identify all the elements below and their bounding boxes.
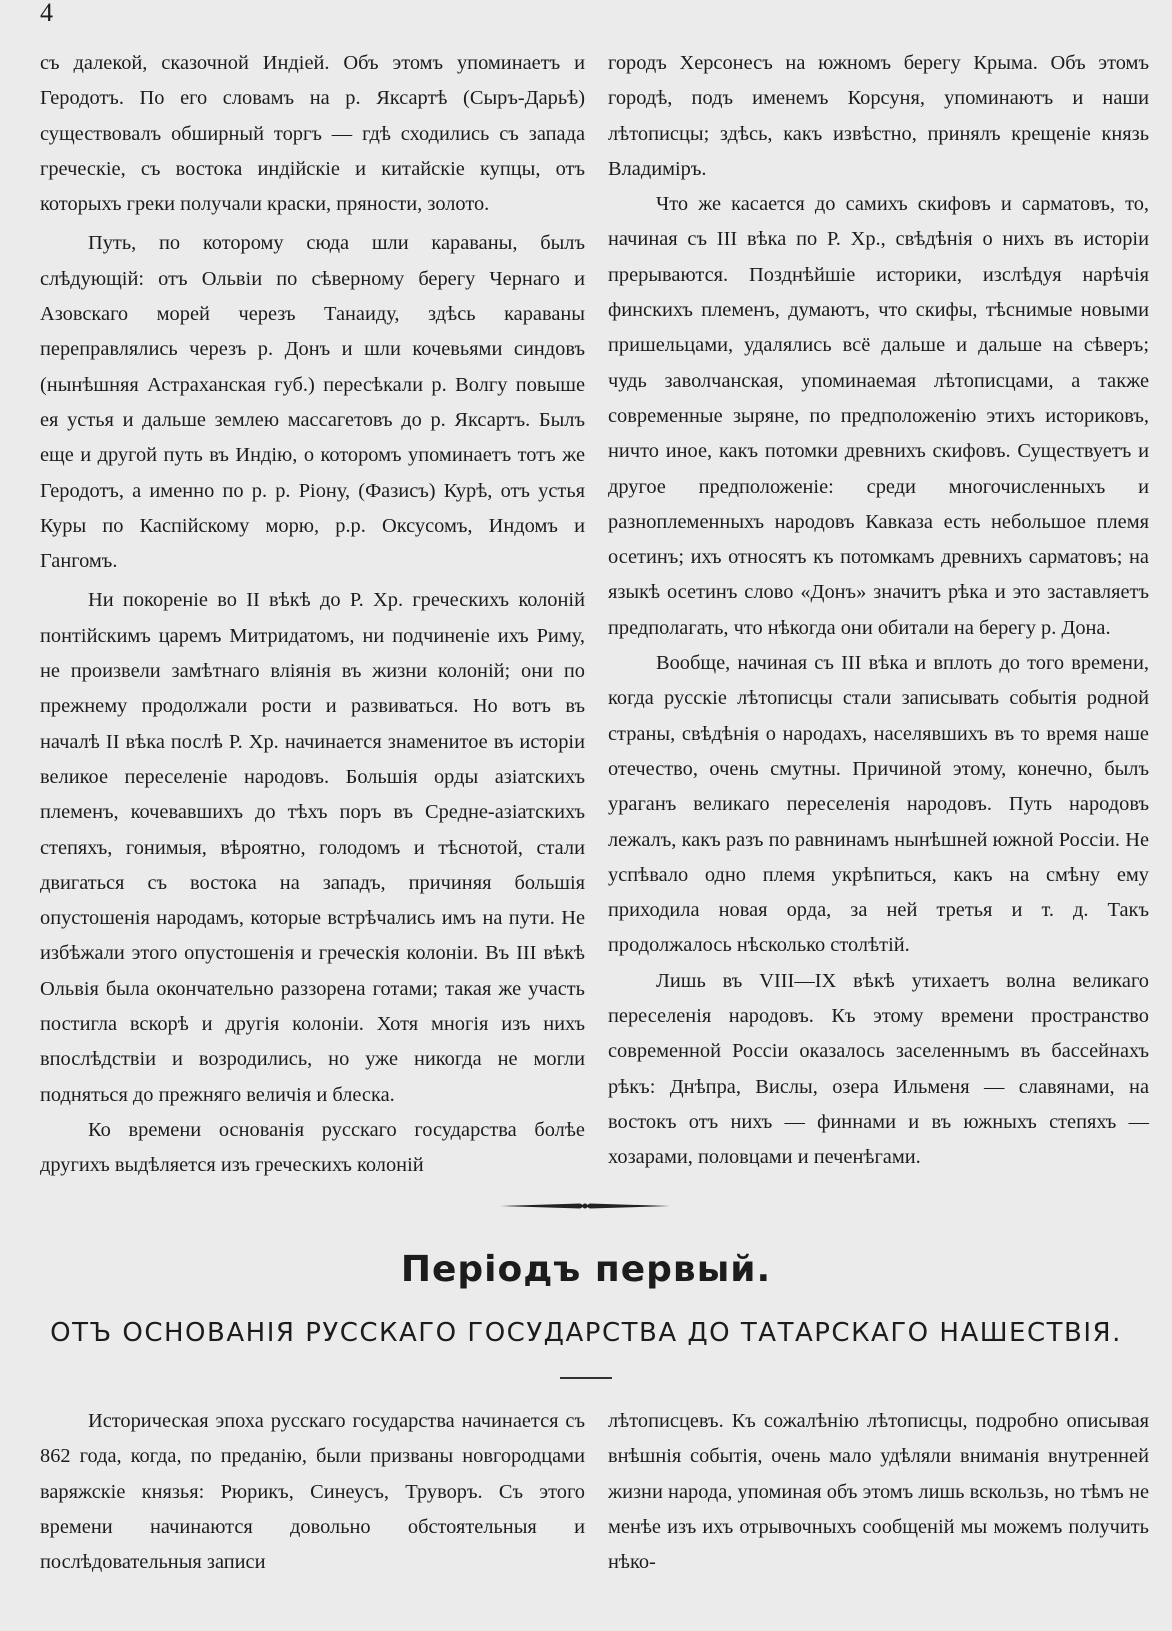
- paragraph: городъ Херсонесъ на южномъ берегу Крыма. Объ этомъ городѣ, подъ именемъ Корсуня, упоминаютъ и наши лѣтописцы; здѣсь, какъ извѣстно, принялъ крещеніе князь Владиміръ.: [608, 52, 1149, 180]
- short-rule: [560, 1377, 612, 1379]
- text-column-bottom-right: [608, 1404, 1149, 1580]
- text-column-bottom-left: [40, 1404, 585, 1580]
- period-title: Періодъ первый.: [400, 1249, 772, 1290]
- paragraph: Что же касается до самихъ скифовъ и сарматовъ, то, начиная съ III вѣка по Р. Хр., свѣдѣнія о нихъ въ исторіи прерываются. Позднѣйшіе историки, изслѣдуя нарѣчія финскихъ племенъ, думаютъ, что скифы, тѣснимые новыми пришельцами, удалялись всё дальше и дальше на сѣверъ; чудь заволчанская, упоминаемая лѣтописцами, а также современные зыряне, по предположенію этихъ историковъ, ничто иное, какъ потомки древнихъ скифовъ. Существуетъ и другое предположеніе: среди многочисленныхъ и разноплеменныхъ народовъ Кавказа есть небольшое племя осетинъ; ихъ относятъ къ потомкамъ древнихъ сарматовъ; на языкѣ осетинъ слово «Донъ» значитъ рѣка и это заставляетъ предполагать, что нѣкогда они обитали на берегу р. Дона.: [608, 193, 1149, 639]
- paragraph: Путь, по которому сюда шли караваны, былъ слѣдующій: отъ Ольвіи по сѣверному берегу Чернаго и Азовскаго морей черезъ Танаиду, здѣсь караваны переправлялись черезъ р. Донъ и шли кочевьями синдовъ (нынѣшняя Астраханская губ.) пересѣкали р. Волгу повыше ея устья и дальше землею массагетовъ до р. Яксартъ. Былъ еще и другой путь въ Индію, о которомъ упоминаетъ тотъ же Геродотъ, а именно по р. р. Ріону, (Фазисъ) Курѣ, отъ устья Куры по Каспійскому морю, р.р. Оксусомъ, Индомъ и Гангомъ.: [40, 232, 585, 573]
- text-column-top-left: [40, 46, 585, 1184]
- section-divider-ornament: [500, 1199, 670, 1213]
- paragraph: Ко времени основанія русскаго государства болѣе другихъ выдѣляется изъ греческихъ колоній: [40, 1118, 585, 1177]
- paragraph: Вообще, начиная съ III вѣка и вплоть до того времени, когда русскіе лѣтописцы стали записывать событія родной страны, свѣдѣнія о народахъ, населявшихъ въ то время наше отечество, очень смутны. Причиной этому, конечно, былъ ураганъ великаго переселенія народовъ. Путь народовъ лежалъ, какъ разъ по равнинамъ нынѣшней южной Россіи. Не успѣвало одно племя укрѣпиться, какъ на смѣну ему приходила новая орда, за ней третья и т. д. Такъ продолжалось нѣсколько столѣтій.: [608, 652, 1149, 957]
- paragraph: Историческая эпоха русскаго государства начинается съ 862 года, когда, по преданію, были призваны новгородцами варяжскіе князья: Рюрикъ, Синеусъ, Труворъ. Съ этого времени начинаются довольно обстоятельныя и послѣдовательныя записи: [40, 1410, 585, 1574]
- paragraph: Ни покореніе во II вѣкѣ до Р. Хр. греческихъ колоній понтійскимъ царемъ Митридатомъ, ни подчиненіе ихъ Риму, не произвели замѣтнаго вліянія въ жизни колоній; они по прежнему продолжали рости и развиваться. Но вотъ въ началѣ II вѣка послѣ Р. Хр. начинается знаменитое въ исторіи великое переселеніе народовъ. Большія орды азіатскихъ племенъ, кочевавшихъ до тѣхъ поръ въ Средне-азіатскихъ степяхъ, гонимыя, вѣроятно, голодомъ и тѣснотой, стали двигаться съ востока на западъ, причиняя большія опустошенія народамъ, которые встрѣчались имъ на пути. Не избѣжали этого опустошенія и греческія колоніи. Въ III вѣкѣ Ольвія была окончательно раззорена готами; такая же участь постигла вскорѣ и другія колоніи. Хотя многія изъ нихъ впослѣдствіи и возродились, но уже никогда не могли подняться до прежняго величія и блеска.: [40, 589, 585, 1106]
- paragraph: съ далекой, сказочной Индіей. Объ этомъ упоминаетъ и Геродотъ. По его словамъ на р. Яксартѣ (Сыръ-Дарьѣ) существовалъ обширный торгъ — гдѣ сходились съ запада греческіе, съ востока индійскіе и китайскіе купцы, отъ которыхъ греки получали краски, пряности, золото.: [40, 52, 585, 216]
- period-subtitle: ОТЪ ОСНОВАНІЯ РУССКАГО ГОСУДАРСТВА ДО ТАТАРСКАГО НАШЕСТВІЯ.: [50, 1318, 1122, 1348]
- paragraph: лѣтописцевъ. Къ сожалѣнію лѣтописцы, подробно описывая внѣшнія событія, очень мало удѣляли вниманія внутренней жизни народа, упоминая объ этомъ лишь вскользь, но тѣмъ не менѣе изъ ихъ отрывочныхъ сообщеній мы можемъ получить нѣко-: [608, 1410, 1149, 1574]
- paragraph: Лишь въ VIII—IX вѣкѣ утихаетъ волна великаго переселенія народовъ. Къ этому времени пространство современной Россіи оказалось заселеннымъ въ бассейнахъ рѣкъ: Днѣпра, Вислы, озера Ильменя — славянами, на востокъ отъ нихъ — финнами и въ южныхъ степяхъ — хозарами, половцами и печенѣгами.: [608, 969, 1149, 1169]
- page-number: 4: [40, 0, 53, 27]
- text-column-top-right: [608, 46, 1149, 1176]
